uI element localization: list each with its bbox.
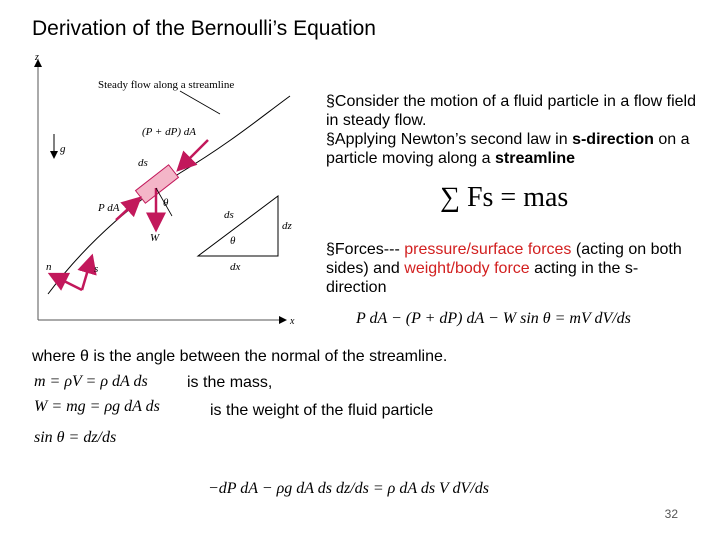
force-left-label: P dA [98,202,120,214]
z-label: z [35,52,39,63]
weight-label: W [150,232,160,244]
bullet-consider [326,92,710,168]
where-text: where θ is the angle between the normal of the streamline. [32,348,448,365]
mass-label: is the mass, [187,374,273,391]
force-top-label: (P + dP) dA [142,126,196,138]
result-equation: −dP dA − ρg dA ds dz/ds = ρ dA ds V dV/ds [208,480,489,497]
particle-angle-label: θ [163,197,169,209]
gravity-label: g [60,143,66,155]
bullet-1-text: §Consider the motion of a fluid particle in a flow field in steady flow. [326,93,696,129]
weight-equation: W = mg = ρg dA ds [34,398,160,415]
bullet-2-mid: on a particle moving along a [326,131,690,167]
bullet-3-mid: (acting on both sides) and [326,241,682,277]
bullet-forces [326,240,696,297]
bullet-2-streamline: streamline [494,150,576,167]
triangle-angle-label: θ [230,235,236,247]
bullet-3-suffix: acting in the s-direction [326,260,639,296]
page-title: Derivation of the Bernoulli’s Equation [32,17,376,40]
triangle-dx-label: dx [230,261,241,273]
n-label: n [46,261,52,273]
ds-triangle [198,196,278,256]
triangle-dz-label: dz [282,220,292,232]
page-number: 32 [664,507,678,521]
bullet-2-s-direction: s-direction [572,131,654,148]
normal-arrow [50,274,82,290]
sin-equation: sin θ = dz/ds [34,429,117,446]
particle-ds-label: ds [138,157,148,169]
force-balance-equation: P dA − (P + dP) dA − W sin θ = mV dV/ds [356,310,631,327]
s-direction-arrow [82,256,92,290]
weight-label: is the weight of the fluid particle [210,402,434,419]
bullet-3-weight: weight/body force [404,260,530,277]
bullet-2-prefix: §Applying Newton’s second law in [326,131,573,148]
newton-equation: ∑ Fs = mas [440,182,569,213]
figure-caption: Steady flow along a streamline [98,79,235,91]
bullet-3-pressure: pressure/surface forces [404,241,572,258]
force-left-arrow [116,198,140,220]
streamline-figure [30,48,320,338]
triangle-ds-label: ds [224,209,234,221]
s-label: s [94,263,99,275]
bullet-3-prefix: §Forces--- [326,241,405,258]
caption-pointer [180,91,220,114]
x-label: x [290,316,295,327]
mass-equation: m = ρV = ρ dA ds [34,373,148,390]
